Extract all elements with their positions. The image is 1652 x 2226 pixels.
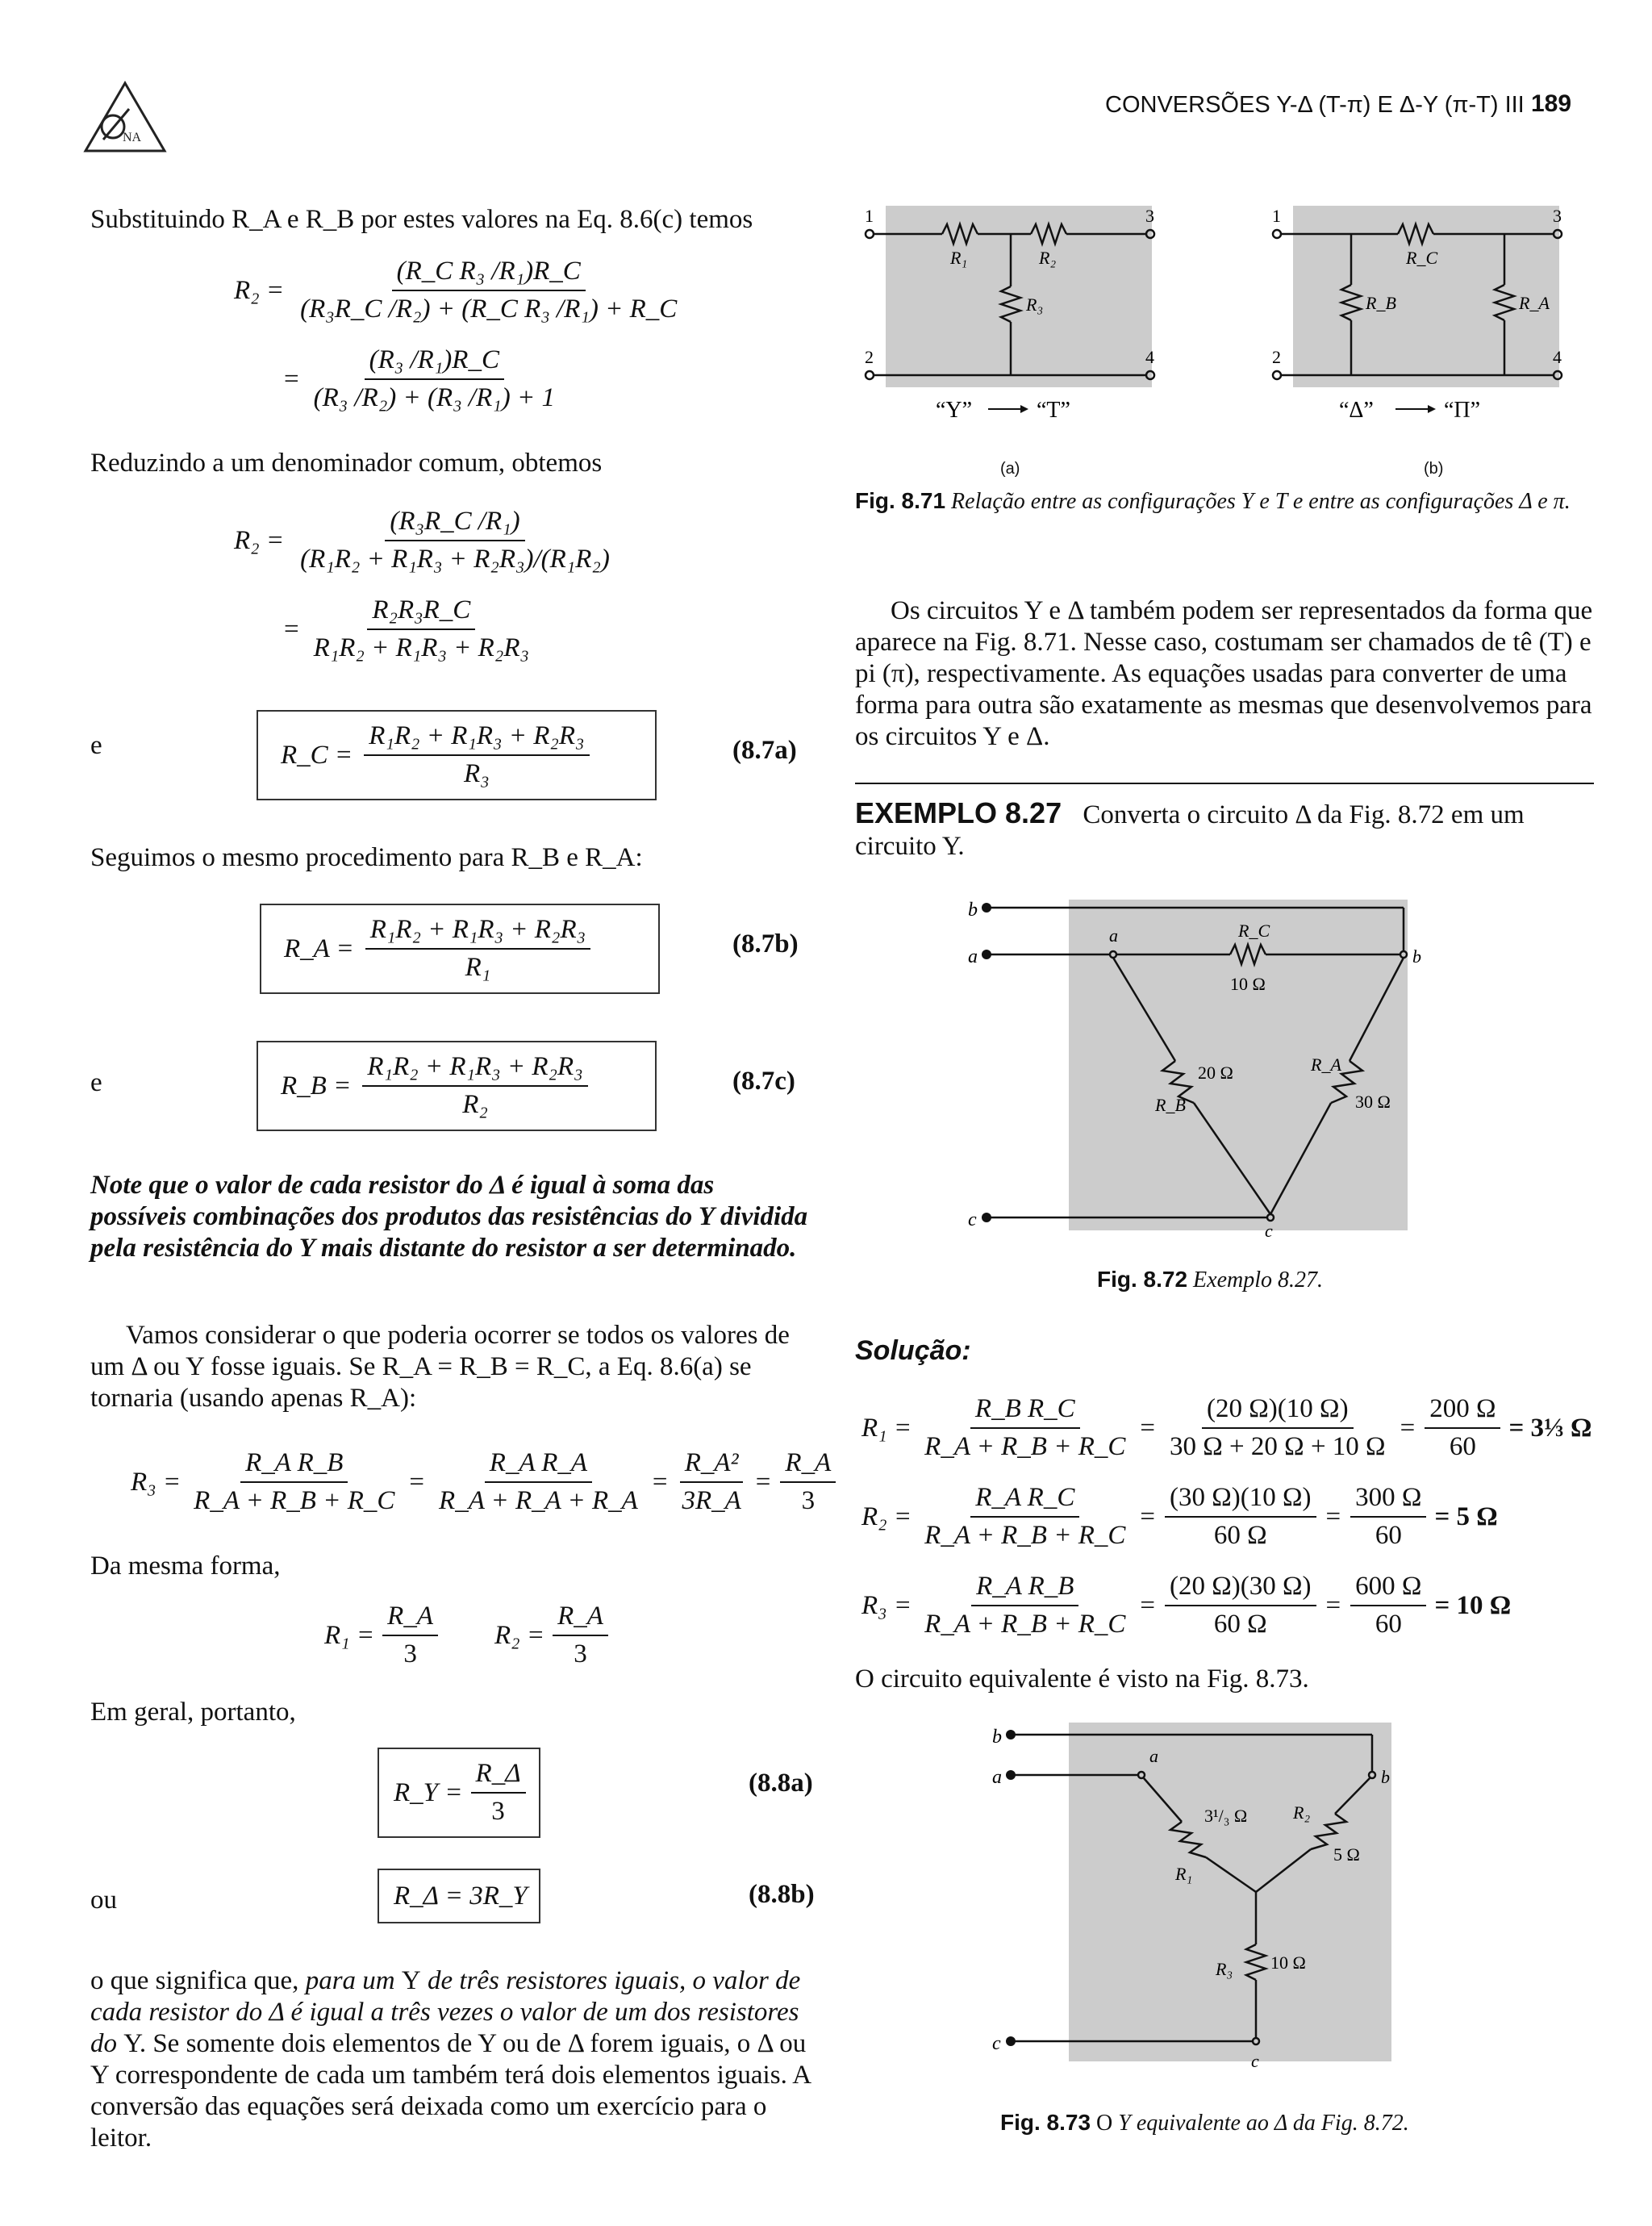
node-c: c: [1251, 2051, 1259, 2071]
fraction-den: 60: [1449, 1432, 1476, 1461]
terminal-b: b: [968, 900, 978, 921]
terminal-c: c: [968, 1209, 977, 1230]
eq-lhs: R_C =: [281, 740, 353, 770]
fraction-num: 200 Ω: [1425, 1394, 1500, 1429]
equation-r2-final: = $\frac{\text{R₂R₃R\_C}}{\text{R₁R₂ + R₁R₃ + R₂R₃}}$: [274, 595, 534, 663]
fraction: [434, 1448, 643, 1516]
figure-8-71b-delta-pi-circuit: [1262, 198, 1585, 432]
node-a: a: [1149, 1746, 1158, 1766]
node-b: b: [1381, 1767, 1390, 1787]
resistor-label-r1: R₁: [1175, 1864, 1193, 1884]
figure-8-73-caption: [1000, 2110, 1409, 2136]
equation-r1-r2-equal: [324, 1602, 608, 1669]
fraction-den: 3: [403, 1639, 417, 1668]
fraction: [780, 1448, 836, 1516]
figure-caption-text: O: [1096, 2111, 1119, 2136]
resistor-label-r2: R₂: [1039, 248, 1057, 268]
eq-lhs: R_Y =: [394, 1777, 463, 1807]
fraction-den: R₃: [464, 759, 490, 788]
fraction-den: (R₁R₂ + R₁R₃ + R₂R₃)/(R₁R₂): [300, 545, 610, 574]
fraction: [295, 507, 615, 574]
fraction: [920, 1572, 1130, 1639]
eq-lhs: R₃ =: [131, 1467, 181, 1497]
figure-caption-text: Relação entre as configurações Y e T e entre as configurações Δ e π.: [951, 489, 1571, 514]
terminal-a: a: [968, 946, 978, 967]
node-1: 1: [1272, 206, 1281, 226]
figure-8-73-equivalent-y-circuit: [988, 1719, 1424, 2082]
paragraph-da-mesma-forma: Da mesma forma,: [90, 1552, 281, 1581]
connector-e: e: [90, 1068, 102, 1097]
fraction: [677, 1448, 745, 1516]
node-3: 3: [1553, 206, 1562, 226]
eq-lhs: R₂ =: [494, 1620, 545, 1650]
fraction: [309, 345, 560, 413]
resistor-value-r1: 3¹/₃ Ω: [1204, 1806, 1248, 1826]
resistor-label-r3: R₃: [1216, 1959, 1233, 1979]
resistor-label-rc: R_C: [1238, 921, 1270, 941]
resistor-label-rb: R_B: [1366, 293, 1396, 313]
equation-label-8-8b: (8.8b): [749, 1880, 815, 1909]
fraction-den: (R₃R_C /R₂) + (R_C R₃ /R₁) + R_C: [300, 294, 678, 324]
resistor-value-rc: 10 Ω: [1230, 974, 1266, 994]
fraction: [1425, 1394, 1500, 1462]
fraction-num: R_Δ: [471, 1759, 526, 1794]
fraction: [1165, 1483, 1316, 1551]
note-paragraph: Note que o valor de cada resistor do Δ é igual à soma das possíveis combinações dos produtos das resistências do Y dividida pela resistência do Y mais distante do resistor a ser determinado.: [90, 1171, 808, 1263]
fraction: [1165, 1394, 1391, 1462]
fraction-num: (20 Ω)(30 Ω): [1165, 1572, 1316, 1606]
paragraph-substituindo: Substituindo R_A e R_B por estes valores na Eq. 8.6(c) temos: [90, 205, 753, 234]
node-2: 2: [1272, 347, 1281, 367]
example-text: Converta o circuito Δ da Fig. 8.72 em um circuito Y.: [855, 800, 1525, 861]
figure-label: Fig. 8.72: [1097, 1267, 1188, 1292]
running-title: CONVERSÕES Y-Δ (T-π) E Δ-Y (π-T) III: [1105, 92, 1525, 118]
figure-label: Fig. 8.71: [855, 488, 946, 513]
equation-r2-simplified: = $\frac{\text{(R₃ /R₁)R\_C}}{\text{(R₃ /R₂) + (R₃ /R₁) + 1}}$: [274, 345, 560, 413]
equation-label-8-7c: (8.7c): [732, 1067, 795, 1096]
fraction: [920, 1394, 1130, 1462]
fraction: [920, 1483, 1130, 1551]
resistor-value-r3: 10 Ω: [1270, 1952, 1306, 1973]
result: = 5 Ω: [1434, 1501, 1498, 1531]
paragraph-reduzindo: Reduzindo a um denominador comum, obtemos: [90, 449, 603, 478]
solution-r3: R₃ = $\frac{\text{R\_A R\_B}}{R\_A + R\_B + R\_C}$ = $\frac{(20 \Omega)(30 \Omega)}{60 \Omega}$ = $\frac{600 \Omega}{60}$ = 10 Ω: [861, 1572, 1512, 1639]
fraction-den: 3: [491, 1797, 505, 1826]
fraction-den: (R₃ /R₂) + (R₃ /R₁) + 1: [313, 383, 555, 412]
eq-lhs: R₂ =: [234, 525, 285, 555]
fraction-den: 3: [801, 1486, 816, 1515]
fraction: [1165, 1572, 1316, 1639]
result: = 10 Ω: [1434, 1590, 1512, 1620]
node-a: a: [1109, 925, 1118, 946]
resistor-label-ra: R_A: [1519, 293, 1550, 313]
resistor-value-ra: 30 Ω: [1355, 1092, 1391, 1112]
text-run: Y: [401, 1966, 421, 1995]
fraction-den: R_A + R_B + R_C: [924, 1432, 1126, 1461]
fraction-num: R_A: [382, 1602, 438, 1636]
resistor-label-rc: R_C: [1406, 248, 1438, 268]
node-4: 4: [1145, 347, 1154, 367]
caption-pi: “Π”: [1444, 398, 1481, 423]
fraction-num: R₂R₃R_C: [367, 595, 475, 630]
figure-caption-text: Exemplo 8.27.: [1193, 1268, 1324, 1293]
eq-lhs: R₁ =: [861, 1413, 912, 1443]
paragraph-circuitos-y-delta: Os circuitos Y e Δ também podem ser representados da forma que aparece na Fig. 8.71. Nesse caso, costumam ser chamados de tê (T) e pi (π), respectivamente. As equações usadas para converter de uma forma para outra são exatamente as mesmas que desenvolvemos para os circuitos Y e Δ.: [855, 596, 1593, 751]
eq-lhs: R_A =: [284, 933, 354, 963]
equation-label-8-8a: (8.8a): [749, 1769, 813, 1798]
paragraph-em-geral: Em geral, portanto,: [90, 1698, 296, 1727]
figure-8-72-delta-circuit: [964, 892, 1480, 1238]
terminal-c: c: [992, 2033, 1001, 2054]
equation-r2-common-denominator: [234, 507, 615, 574]
figure-sub-b: (b): [1424, 460, 1444, 478]
resistor-value-r2: 5 Ω: [1333, 1844, 1360, 1865]
resistor-label-r2: R₂: [1293, 1802, 1311, 1823]
fraction: [189, 1448, 399, 1516]
connector-ou: ou: [90, 1886, 117, 1915]
fraction: [553, 1602, 608, 1669]
equation-label-8-7a: (8.7a): [732, 736, 797, 765]
fraction-den: R_A + R_B + R_C: [924, 1521, 1126, 1550]
resistor-label-rb: R_B: [1155, 1095, 1186, 1115]
paragraph-seguimos: Seguimos o mesmo procedimento para R_B e R_A:: [90, 843, 643, 872]
text-run: . Se somente dois elementos de Y ou de Δ forem iguais, o Δ ou Y correspondente de cada um também terá dois elementos iguais. A conversão das equações será deixada como um exercício para o leitor.: [90, 2029, 811, 2153]
eq-lhs: R₂ =: [234, 275, 285, 305]
fraction-num: R₁R₂ + R₁R₃ + R₂R₃: [364, 721, 589, 756]
fraction-num: (30 Ω)(10 Ω): [1165, 1483, 1316, 1518]
fraction: [382, 1602, 438, 1669]
fraction-den: 3R_A: [682, 1486, 741, 1515]
equation-box-8-8a: [378, 1748, 540, 1838]
node-4: 4: [1553, 347, 1562, 367]
fraction: [365, 915, 590, 983]
fraction-den: R₁R₂ + R₁R₃ + R₂R₃: [313, 633, 529, 662]
fraction-num: R_A R_A: [485, 1448, 592, 1483]
equation-r2-first: [234, 257, 682, 324]
resistor-label-ra: R_A: [1311, 1055, 1341, 1075]
fraction: [364, 721, 589, 789]
resistor-label-r1: R₁: [950, 248, 968, 268]
fraction-num: (R_C R₃ /R₁)R_C: [392, 257, 586, 291]
fraction-num: R_A R_B: [240, 1448, 348, 1483]
fraction-num: 300 Ω: [1350, 1483, 1426, 1518]
fraction-num: (20 Ω)(10 Ω): [1202, 1394, 1354, 1429]
eq-lhs: R₁ =: [324, 1620, 375, 1650]
figure-caption-text: Y equivalente ao Δ da Fig. 8.72.: [1118, 2111, 1409, 2136]
page-number: 189: [1531, 90, 1572, 117]
caption-t: “T”: [1037, 398, 1070, 423]
fraction-den: R_A + R_B + R_C: [924, 1610, 1126, 1639]
result: = 3⅓ Ω: [1508, 1413, 1592, 1443]
example-label: EXEMPLO 8.27: [855, 796, 1062, 829]
equation-box-8-8b: [378, 1869, 540, 1923]
fraction: [471, 1759, 526, 1827]
text-run: para um: [305, 1966, 402, 1995]
fraction-den: 60: [1375, 1610, 1402, 1639]
fraction-num: 600 Ω: [1350, 1572, 1426, 1606]
terminal-a: a: [992, 1767, 1002, 1788]
fraction-num: R_B R_C: [970, 1394, 1080, 1429]
fraction: [362, 1052, 587, 1120]
fraction-num: (R₃R_C /R₁): [385, 507, 524, 541]
resistor-label-r3: R₃: [1026, 294, 1044, 315]
fraction-den: R₁: [465, 953, 491, 982]
connector-e: e: [90, 731, 102, 760]
figure-8-71-caption: [855, 487, 1601, 516]
example-heading: [855, 797, 1597, 862]
equation-label-8-7b: (8.7b): [732, 929, 799, 958]
fraction-den: 60: [1375, 1521, 1402, 1550]
equation-box-8-7c: [257, 1041, 657, 1131]
svg-text:NA: NA: [123, 131, 142, 144]
node-c: c: [1265, 1221, 1273, 1238]
node-2: 2: [865, 347, 874, 367]
fraction-num: (R₃ /R₁)R_C: [365, 345, 504, 380]
figure-8-72-caption: [1097, 1267, 1323, 1293]
figure-8-71a-y-t-circuit: [855, 198, 1178, 432]
example-rule: [855, 783, 1594, 784]
fraction-den: 30 Ω + 20 Ω + 10 Ω: [1170, 1432, 1386, 1461]
caption-y: “Y”: [936, 398, 973, 423]
node-b: b: [1412, 946, 1421, 967]
eq-lhs: R₃ =: [861, 1590, 912, 1620]
fraction: [1350, 1483, 1426, 1551]
figure-sub-a: (a): [1000, 460, 1020, 478]
caption-delta: “Δ”: [1339, 398, 1374, 423]
fraction-den: R₂: [462, 1090, 488, 1119]
equation-box-8-7b: [260, 904, 660, 994]
eq-lhs: R₂ =: [861, 1501, 912, 1531]
eq-lhs: R_B =: [281, 1071, 352, 1100]
fraction-num: R₁R₂ + R₁R₃ + R₂R₃: [365, 915, 590, 950]
node-1: 1: [865, 206, 874, 226]
solution-r1: R₁ = $\frac{\text{R\_B R\_C}}{R\_A + R\_B + R\_C}$ = $\frac{(20 \Omega)(10 \Omega)}{30 \Omega + 20 \Omega + 10 \Omega}$ = $\frac{200 \Omega}{60}$ = 3⅓ Ω: [861, 1394, 1592, 1461]
solution-r2: R₂ = $\frac{\text{R\_A R\_C}}{R\_A + R\_B + R\_C}$ = $\frac{(30 \Omega)(10 \Omega)}{60 \Omega}$ = $\frac{300 \Omega}{60}$ = 5 Ω: [861, 1483, 1498, 1550]
fraction: [1350, 1572, 1426, 1639]
paragraph-vamos-considerar: Vamos considerar o que poderia ocorrer se todos os valores de um Δ ou Y fosse iguais. Se R_A = R_B = R_C, a Eq. 8.6(a) se tornaria (usando apenas R_A):: [90, 1321, 790, 1413]
fraction-num: R_A R_C: [970, 1483, 1079, 1518]
text-run: o que significa que,: [90, 1966, 306, 1995]
equation-box-8-7a: [257, 710, 657, 800]
fraction-den: 3: [574, 1639, 587, 1668]
resistor-value-rb: 20 Ω: [1198, 1063, 1233, 1083]
fraction-den: R_A + R_A + R_A: [439, 1486, 638, 1515]
fraction: [295, 257, 682, 324]
text-run: Y: [123, 2029, 140, 2058]
fraction-num: R_A: [553, 1602, 608, 1636]
fraction-num: R_A R_B: [971, 1572, 1078, 1606]
figure-label: Fig. 8.73: [1000, 2110, 1091, 2135]
eq-expr: R_Δ = 3R_Y: [394, 1881, 528, 1911]
solution-heading: Solução:: [855, 1335, 971, 1366]
fraction-den: 60 Ω: [1213, 1610, 1267, 1639]
fraction-num: R₁R₂ + R₁R₃ + R₂R₃: [362, 1052, 587, 1087]
node-3: 3: [1145, 206, 1154, 226]
publisher-logo: [81, 77, 169, 157]
equation-r3-equal: R₃ = $\frac{\text{R\_A R\_B}}{R\_A + R\_B + R\_C}$ = $\frac{\text{R\_A R\_A}}{R\_A + R\_A + R\_A}$ = $\frac{\text{R\_A²}}{3R\_A}$ = $\frac{R\_A}{3}$: [131, 1448, 836, 1516]
fraction: [309, 595, 534, 663]
paragraph-circuito-equivalente: O circuito equivalente é visto na Fig. 8.73.: [855, 1664, 1309, 1694]
fraction-num: R_A²: [680, 1448, 744, 1483]
fraction-den: 60 Ω: [1213, 1521, 1267, 1550]
terminal-b: b: [992, 1727, 1002, 1748]
fraction-num: R_A: [780, 1448, 836, 1483]
fraction-den: R_A + R_B + R_C: [194, 1486, 395, 1515]
paragraph-tres-resistores-iguais: [90, 1965, 824, 2154]
text-run: de três resistores iguais, o valor de cada resistor do Δ é igual a três vezes o valor de um dos resistores do: [90, 1966, 801, 2058]
